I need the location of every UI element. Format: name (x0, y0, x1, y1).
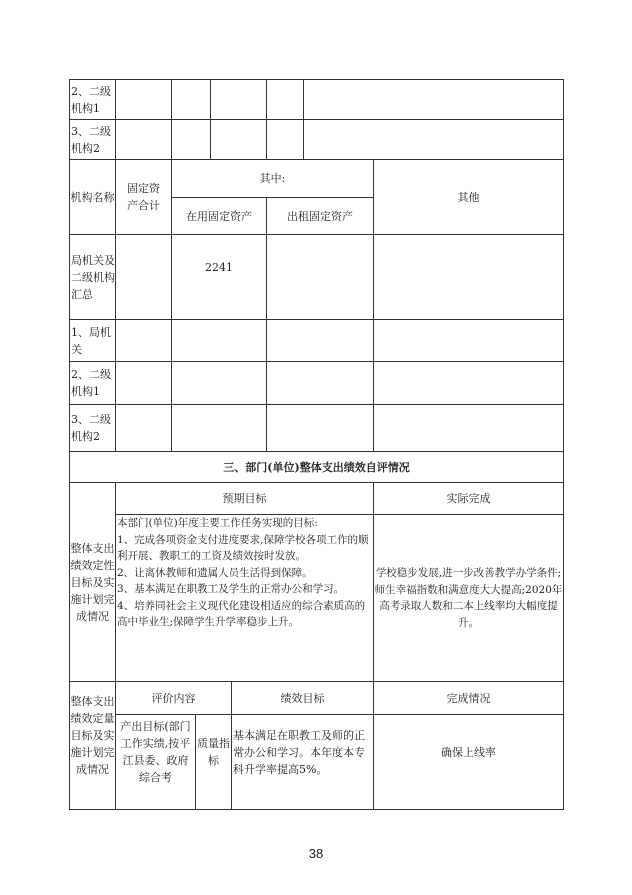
cell (303, 79, 564, 120)
header-among: 其中: (171, 159, 374, 198)
header-name: 机构名称 (69, 159, 116, 235)
cell (210, 119, 267, 160)
section-title: 三、部门(单位)整体支出绩效自评情况 (69, 451, 564, 483)
header-target: 绩效目标 (231, 681, 374, 715)
header-rented: 出租固定资产 (266, 197, 374, 235)
row-label: 3、二级机构2 (69, 119, 116, 160)
cell (171, 319, 267, 362)
cell (266, 79, 304, 120)
cell (171, 361, 267, 405)
expected-goals (115, 514, 374, 682)
expected-line: 3、基本满足在职教工及学生的正常办公和学习。 (117, 583, 345, 595)
cell (115, 119, 172, 160)
header-content: 评价内容 (115, 681, 232, 715)
header-actual: 实际完成 (373, 482, 564, 515)
cell (373, 361, 564, 405)
page-number: 38 (308, 846, 324, 861)
row-label: 2、二级机构1 (69, 361, 116, 405)
cell (210, 79, 267, 120)
cell (373, 404, 564, 452)
cell (266, 234, 374, 320)
quant-label: 整体支出绩效定量目标及实施计划完成情况 (69, 681, 116, 810)
cell (115, 79, 172, 120)
output-goal: 产出目标(部门工作实绩,按平江县委、政府综合考 (115, 714, 196, 810)
row-label: 2、二级机构1 (69, 79, 116, 120)
cell (115, 361, 172, 405)
expected-line: 4、培养同社会主义现代化建设相适应的综合素质高的高中毕业生;保障学生升学率稳步上升。 (117, 599, 366, 628)
completion-status: 确保上线率 (373, 714, 564, 810)
cell (115, 319, 172, 362)
expected-line: 本部门(单位)年度主要工作任务实现的目标: (117, 517, 318, 529)
cell (171, 404, 267, 452)
cell (303, 119, 564, 160)
cell (171, 119, 211, 160)
cell (115, 404, 172, 452)
qual-label: 整体支出绩效定性目标及实施计划完成情况 (69, 482, 116, 682)
cell (373, 234, 564, 320)
header-other: 其他 (373, 159, 564, 235)
cell (266, 319, 374, 362)
cell (115, 234, 172, 320)
quality-indicator: 质量指标 (195, 714, 232, 810)
header-expected: 预期目标 (115, 482, 374, 515)
cell (266, 361, 374, 405)
in-use-value: 2241 (171, 234, 267, 320)
header-in-use: 在用固定资产 (171, 197, 267, 235)
row-label: 局机关及二级机构汇总 (69, 234, 116, 320)
header-total: 固定资产合计 (115, 159, 172, 235)
header-done: 完成情况 (373, 681, 564, 715)
actual-completion: 学校稳步发展,进一步改善教学办学条件;师生幸福指数和满意度大大提高;2020年高考录取人数和二本上线率均大幅度提升。 (373, 514, 564, 682)
expected-line: 2、让离休教师和遗属人员生活得到保障。 (117, 566, 313, 579)
cell (373, 319, 564, 362)
cell (266, 119, 304, 160)
cell (266, 404, 374, 452)
expected-line: 1、完成各项资金支付进度要求,保障学校各项工作的顺利开展、教职工的工资及绩效按时发放。 (117, 533, 369, 562)
row-label: 3、二级机构2 (69, 404, 116, 452)
row-label: 1、局机关 (69, 319, 116, 362)
performance-target: 基本满足在职教工及师的正常办公和学习。本年度本专科升学率提高5%。 (231, 714, 374, 810)
cell (171, 79, 211, 120)
